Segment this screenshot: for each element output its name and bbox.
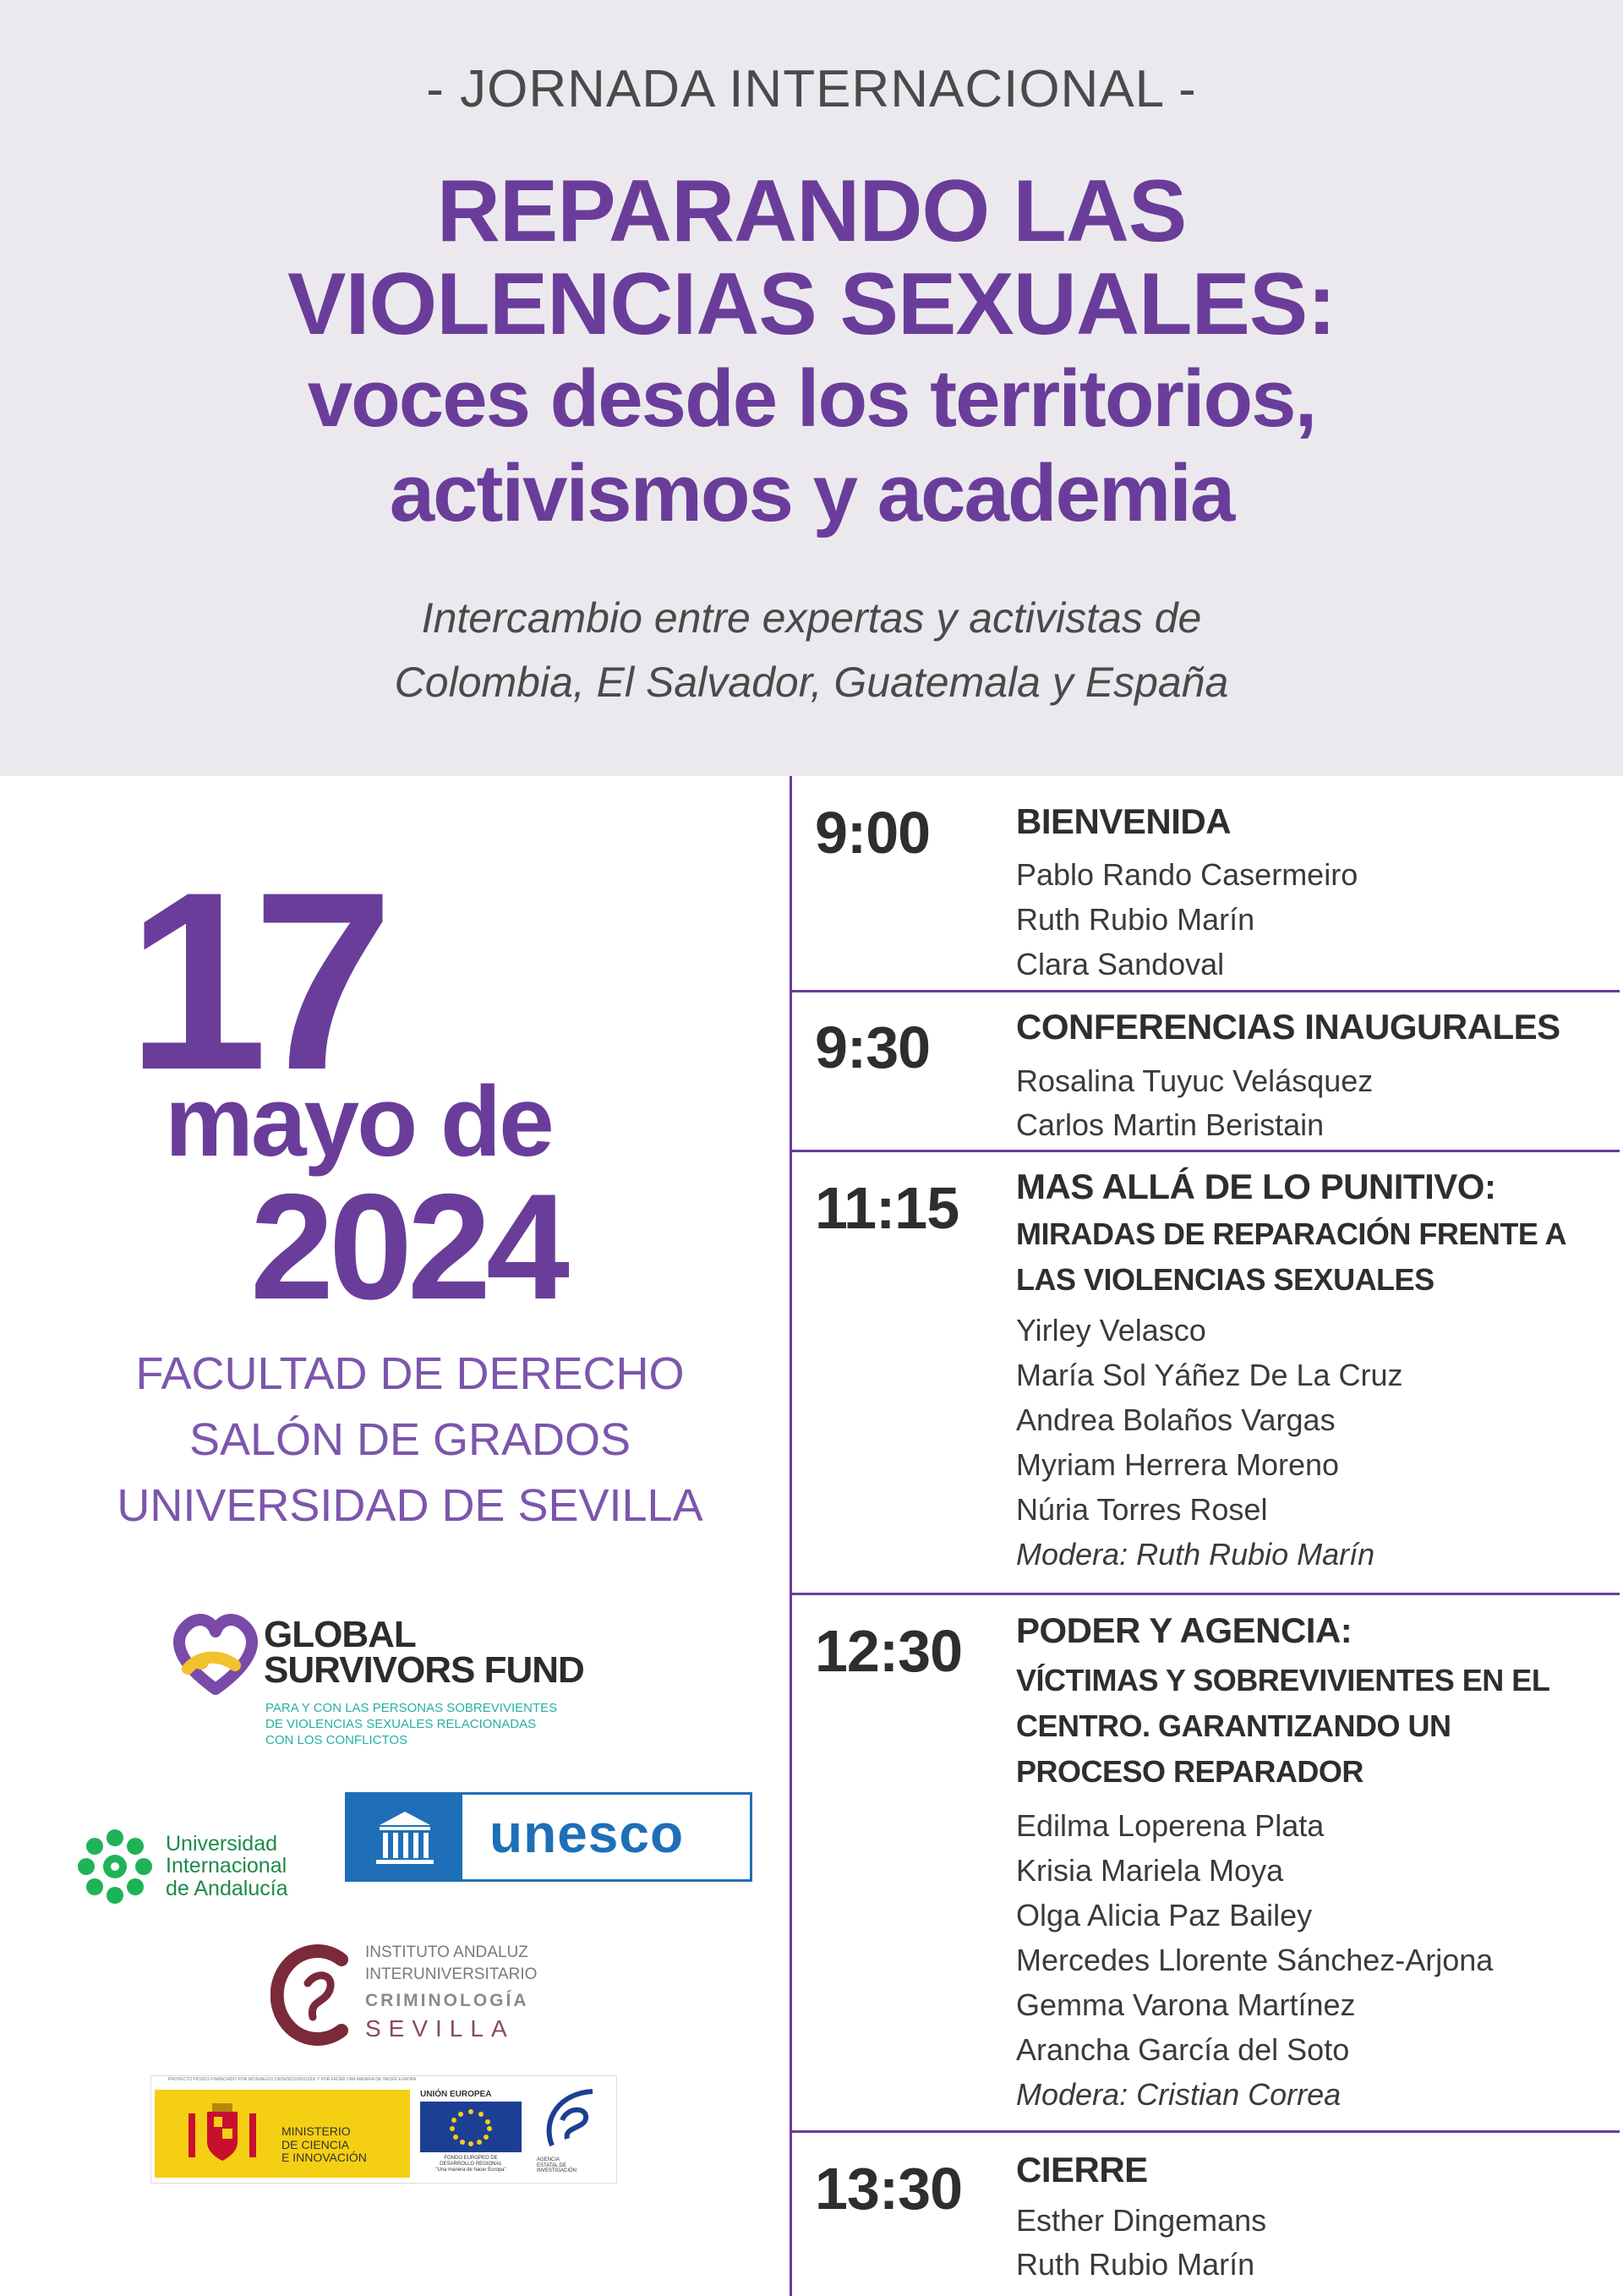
slot-time: 9:30 [815,1014,931,1080]
gsf-name-line-1: GLOBAL [264,1614,416,1655]
unesco-wordmark: unesco [489,1803,685,1864]
venue-line-university: UNIVERSIDAD DE SEVILLA [117,1480,703,1531]
event-subtitle-line-1: Intercambio entre expertas y activistas de [421,594,1202,642]
aei-line-3: INVESTIGACIÓN [537,2168,577,2174]
government-funding-logos [150,2075,617,2184]
gsf-heart-icon [169,1606,262,1699]
speaker: Rosalina Tuyuc Velásquez [1016,1063,1374,1098]
iaic-line-4: SEVILLA [365,2015,515,2042]
speaker: Pablo Rando Casermeiro [1016,857,1358,892]
iaic-line-3: CRIMINOLOGÍA [365,1991,529,2010]
ministerio-line-3: E INNOVACIÓN [281,2151,367,2165]
slot-time: 12:30 [815,1618,963,1684]
coat-of-arms-icon [182,2100,263,2168]
slot-time: 13:30 [815,2156,963,2222]
funding-notice: PROYECTO PID2021 FINANCIADO POR MCIN/AEI/10.13039/501100011033/ Y POR FEDER UNA MANERA DE HACER EUROPA [168,2077,417,2082]
program-divider-3 [791,1593,1620,1595]
speaker: Gemma Varona Martínez [1016,1987,1356,2022]
unia-line-1: Universidad [166,1832,278,1856]
feder-line-2: DESARROLLO REGIONAL [440,2161,502,2167]
aei-emblem-icon [542,2086,603,2154]
slot-subtitle-line: CENTRO. GARANTIZANDO UN [1016,1708,1451,1743]
global-survivors-fund-logo [169,1606,609,1758]
speaker: Olga Alicia Paz Bailey [1016,1898,1313,1932]
program-divider-1 [791,990,1620,992]
slot-subtitle-line: PROCESO REPARADOR [1016,1754,1363,1789]
slot-subtitle-line: VÍCTIMAS Y SOBREVIVIENTES EN EL [1016,1663,1550,1697]
speaker: Carlos Martin Beristain [1016,1107,1325,1142]
aei-text [537,2157,577,2174]
gsf-tagline-line-2: DE VIOLENCIAS SEXUALES RELACIONADAS [265,1716,537,1731]
speaker: Ruth Rubio Marín [1016,902,1255,937]
gsf-tagline-line-1: PARA Y CON LAS PERSONAS SOBREVIVIENTES [265,1701,558,1715]
speaker: Krisia Mariela Moya [1016,1853,1284,1888]
program-divider-2 [791,1150,1620,1152]
date-day: 17 [127,839,379,1123]
speaker: Clara Sandoval [1016,947,1225,981]
speaker: Ruth Rubio Marín [1016,2247,1255,2282]
speaker: Esther Dingemans [1016,2203,1267,2238]
speaker: Andrea Bolaños Vargas [1016,1402,1336,1437]
iaic-emblem-icon [270,1941,358,2049]
unia-line-2: Internacional [166,1854,287,1878]
speaker: Arancha García del Soto [1016,2032,1350,2067]
unia-line-3: de Andalucía [166,1876,288,1900]
speaker: María Sol Yáñez De La Cruz [1016,1358,1403,1392]
speaker: Edilma Loperena Plata [1016,1808,1325,1843]
unesco-temple-panel [347,1795,462,1879]
ministerio-text [281,2125,367,2165]
speaker: Núria Torres Rosel [1016,1492,1268,1527]
gsf-tagline [265,1701,604,1748]
unesco-temple-icon [347,1795,462,1879]
eu-flag-icon [420,2102,522,2152]
slot-subtitle-line: MIRADAS DE REPARACIÓN FRENTE A [1016,1216,1567,1251]
slot-time: 11:15 [815,1175,959,1241]
program-divider-4 [791,2130,1620,2133]
feder-line-1: FONDO EUROPEO DE [444,2156,498,2161]
slot-time: 9:00 [815,800,931,866]
slot-title: BIENVENIDA [1016,801,1232,841]
slot-title: CIERRE [1016,2150,1148,2189]
moderator: Modera: Ruth Rubio Marín [1016,1537,1375,1572]
header-band [0,0,1623,776]
feder-text [413,2156,528,2173]
program-vertical-divider [790,776,792,2296]
gsf-tagline-line-3: CON LOS CONFLICTOS [265,1732,408,1747]
gsf-name-line-2: SURVIVORS FUND [264,1649,584,1691]
slot-title: CONFERENCIAS INAUGURALES [1016,1007,1560,1047]
date-month: mayo de [165,1066,552,1178]
speaker: Mercedes Llorente Sánchez-Arjona [1016,1943,1494,1977]
aei-line-1: AGENCIA [537,2157,560,2162]
slot-title: PODER Y AGENCIA: [1016,1610,1352,1650]
ministerio-line-1: MINISTERIO [281,2124,351,2138]
slot-subtitle-line: LAS VIOLENCIAS SEXUALES [1016,1262,1434,1297]
unesco-logo [345,1792,752,1882]
unia-star-icon [76,1828,154,1905]
ministerio-panel [155,2090,410,2178]
venue-line-room: SALÓN DE GRADOS [189,1414,631,1465]
event-title-line-4: activismos y academia [389,448,1234,538]
iaic-line-1: INSTITUTO ANDALUZ [365,1943,528,1961]
iaic-logo [270,1936,558,2054]
speaker: Myriam Herrera Moreno [1016,1447,1340,1482]
iaic-line-2: INTERUNIVERSITARIO [365,1965,538,1983]
feder-line-3: "Una manera de hacer Europa" [435,2167,506,2173]
speaker: Yirley Velasco [1016,1313,1206,1348]
event-title-line-3: voces desde los territorios, [307,353,1316,444]
moderator: Modera: Cristian Correa [1016,2077,1342,2112]
ministerio-line-2: DE CIENCIA [281,2137,350,2151]
eu-label: UNIÓN EUROPEA [420,2090,492,2099]
aei-line-2: ESTATAL DE [537,2162,567,2168]
venue-line-faculty: FACULTAD DE DERECHO [135,1348,685,1399]
date-year: 2024 [250,1162,565,1331]
unia-text [166,1833,288,1900]
event-subtitle-line-2: Colombia, El Salvador, Guatemala y España [394,659,1229,706]
unia-logo [76,1826,321,1911]
event-title-line-2: VIOLENCIAS SEXUALES: [287,255,1336,353]
event-kicker: - JORNADA INTERNACIONAL - [426,60,1197,118]
slot-title: MAS ALLÁ DE LO PUNITIVO: [1016,1167,1496,1206]
event-title-line-1: REPARANDO LAS [436,162,1187,260]
